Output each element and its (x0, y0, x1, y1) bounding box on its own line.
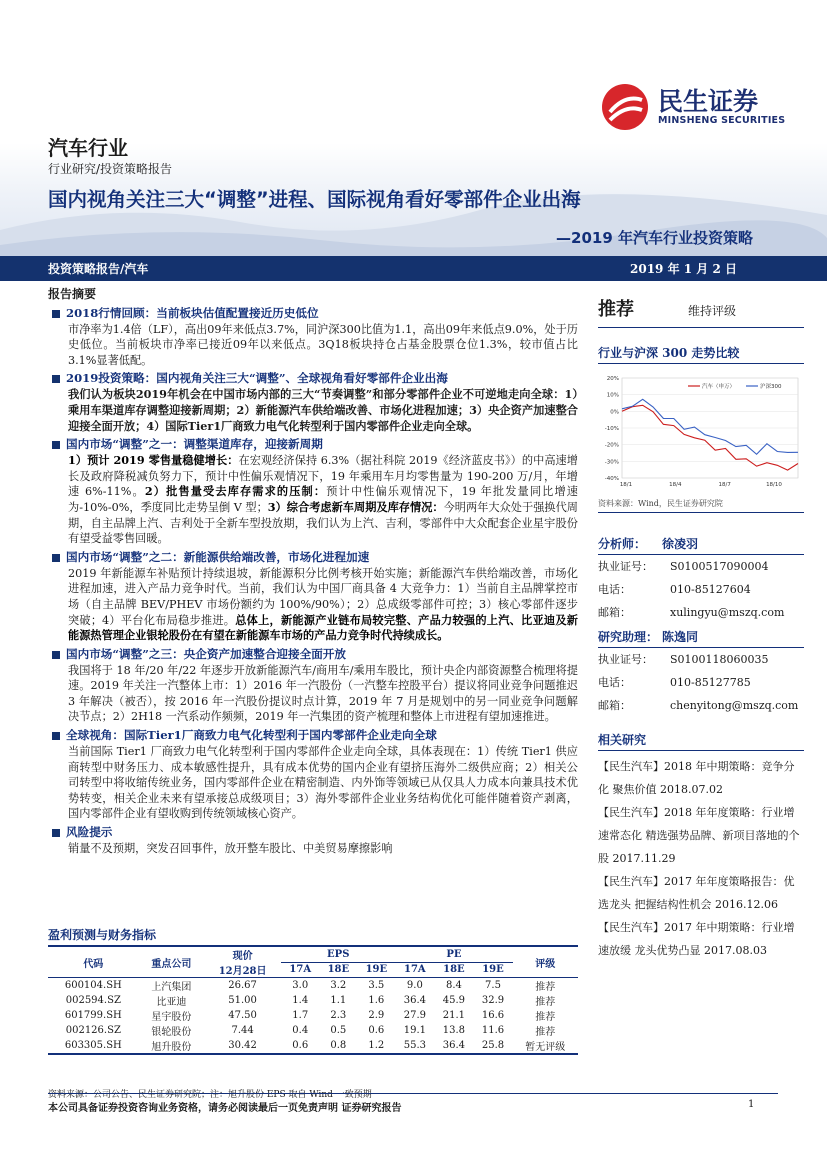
summary-heading: 报告摘要 (48, 287, 97, 301)
sidebar (598, 295, 804, 962)
table-row (48, 1023, 578, 1038)
table-cell: 601799.SH (64, 1010, 122, 1021)
table-cell: 1.4 (292, 995, 309, 1006)
table-cell: 19.1 (403, 1025, 426, 1036)
table-cell: 51.00 (228, 995, 257, 1006)
table-cell: 21.1 (442, 1010, 466, 1021)
table-cell: 32.9 (481, 995, 505, 1006)
page-subtitle: —2019 年汽车行业投资策略 (556, 229, 753, 247)
section-heading: 风险提示 (48, 824, 578, 841)
table-cell: 暂无评级 (525, 1042, 566, 1053)
table-cell: 7.5 (485, 980, 501, 991)
table-cell: 上汽集团 (151, 982, 192, 993)
table-cell: 1.2 (368, 1040, 385, 1051)
table-cell: 3.2 (330, 980, 347, 991)
table-cell: 银轮股份 (151, 1027, 192, 1038)
table-cell: 0.8 (330, 1040, 347, 1051)
bullet-square-icon (52, 554, 60, 562)
table-cell: 36.4 (442, 1040, 466, 1051)
assistant-mail: 邮箱： chenyitong@mszq.com (598, 699, 799, 712)
section-text: 我国将于 18 年/20 年/22 年逐步开放新能源汽车/商用车/乘用车股比，预计央企内部资源整合梳理将提速。2019 年关注一汽整体上市：1）2016 年一汽股份（一汽整车控股平台）提议将同业竞争问题推迟 3 年解决（被否），按 2016 年一汽股份提议时点计算，2019 年 7 月是规划中的另一同业竞争问题解决节点；2）2H18 一汽系动作频频，2019 年一汽集团的资产梳理和整体上市进程有望加速推进。 (68, 663, 578, 724)
section-heading: 2019投资策略：国内视角关注三大“调整”、全球视角看好零部件企业出海 (48, 370, 578, 387)
section-text: 2019 年新能源车补贴预计持续退坡，新能源积分比例考核开始实施；新能源汽车供给端改善，市场化进程加速，进入产品力竞争时代。当前，我们认为中国厂商具备 4 大竞争力：1）当前自主品牌掌控市场（自主品牌 BEV/PHEV 市场份额约为 100%/90%）；2）总成级零部件可控；3）核心零部件逐步突破；4）平台化布局稳步推进。总体上，新能源产业链布局较完整、产品力较强的上汽、比亚迪及新能源热管理企业银轮股份在有望在新能源车市场的产品力竞争时代持续成长。 (68, 566, 578, 643)
table-cell: 3.0 (292, 980, 309, 991)
bar-category: 投资策略报告/汽车 (48, 262, 149, 276)
y-tick-label: 20% (606, 376, 619, 382)
table-cell: 26.67 (228, 980, 257, 991)
bullet-square-icon (52, 310, 60, 318)
y-tick-label: 10% (606, 392, 619, 399)
section-text: 当前国际 Tier1 厂商致力电气化转型利于国内零部件企业走向全球，具体表现在：1）传统 Tier1 供应商转型中财务压力、成本敏感性提升，具有成本优势的国内企业有望挤压海外二级供应商；2）相关公司转型中将收缩传统业务，国内零部件企业在精密制造、内外饰等领域已从仅具人力成本向兼具技术优势转变，相关企业未来有望承接总成级项目；3）海外零部件企业业务结构优化可能伴随着资产剥离，国内零部件企业有望收购到传统领域核心资产。 (68, 745, 578, 821)
table-cell: 25.8 (481, 1040, 505, 1051)
table-cell: 1.6 (368, 995, 385, 1006)
table-cell: 7.44 (231, 1025, 254, 1036)
forecast-table (48, 947, 578, 1055)
table-cell: 0.6 (368, 1025, 385, 1036)
table-cell: 推荐 (535, 982, 556, 993)
table-cell: 55.3 (403, 1040, 426, 1051)
table-cell: 0.4 (292, 1025, 309, 1036)
table-row (48, 1038, 578, 1054)
x-tick-label: 18/1 (619, 482, 633, 488)
series-line-1 (622, 399, 798, 454)
rating-box (598, 295, 804, 328)
table-cell: 600104.SH (64, 980, 122, 991)
th-year: 17A (289, 964, 312, 976)
th-eps: EPS (281, 947, 395, 962)
related-item[interactable]: 【民生汽车】2017 年中期策略：行业增速放缓 龙头优势凸显 2017.08.03 (598, 921, 795, 957)
summary-column (48, 287, 578, 859)
table-cell: 11.6 (481, 1025, 505, 1036)
chart-source: 资料来源：Wind，民生证券研究院 (598, 498, 804, 513)
legend-label: 汽车（申万） (702, 384, 736, 390)
bar-date: 2019 年 1 月 2 日 (630, 262, 737, 276)
chart-title: 行业与沪深 300 走势比较 (598, 344, 804, 364)
table-row (48, 993, 578, 1008)
y-tick-label: -20% (604, 442, 619, 449)
th-year: 18E (327, 964, 350, 976)
brand-logo (600, 82, 800, 134)
brand-name-cn: 民生证券 (658, 87, 759, 116)
page-title: 国内视角关注三大“调整”进程、国际视角看好零部件企业出海 (48, 188, 581, 211)
table-cell: 推荐 (535, 1012, 556, 1023)
assistant-cert: 执业证号： S0100118060035 (598, 653, 769, 666)
analyst-mail: 邮箱： xulingyu@mszq.com (598, 606, 785, 619)
rating-label: 推荐 (598, 299, 634, 320)
table-cell: 推荐 (535, 997, 556, 1008)
y-tick-label: 0% (610, 409, 619, 416)
table-cell: 星宇股份 (151, 1012, 192, 1023)
th-company: 重点公司 (151, 958, 192, 970)
related-item[interactable]: 【民生汽车】2018 年中期策略：竞争分化 聚焦价值 2018.07.02 (598, 760, 795, 796)
th-pe: PE (395, 947, 512, 962)
table-cell: 30.42 (228, 1040, 257, 1051)
section-heading: 国内市场“调整”之三：央企资产加速整合迎接全面开放 (48, 646, 578, 663)
analyst-heading: 分析师： 徐凌羽 (598, 535, 804, 555)
price-chart (598, 370, 804, 498)
x-tick-label: 18/7 (718, 482, 731, 488)
section-text: 市净率为1.4倍（LF），高出09年来低点3.7%，同沪深300比值为1.1，高出09年来低点9.0%，处于历史低位。当前板块市净率已接近09年以来低点。3Q18板块持仓占基金股票仓位1.3%，较市值占比3.1%显著低配。 (68, 322, 578, 367)
section-heading: 2018行情回顾：当前板块估值配置接近历史低位 (48, 305, 578, 322)
table-cell: 2.9 (368, 1010, 385, 1021)
page-number: 1 (748, 1099, 755, 1110)
x-tick-label: 18/4 (669, 482, 682, 488)
report-type: 行业研究/投资策略报告 (48, 162, 173, 176)
table-cell: 比亚迪 (156, 997, 187, 1008)
table-cell: 13.8 (442, 1025, 466, 1036)
table-cell: 8.4 (445, 980, 462, 991)
analyst-tel: 电话： 010-85127604 (598, 583, 751, 596)
y-tick-label: -40% (604, 476, 619, 482)
rating-sub: 维持评级 (688, 304, 737, 318)
section-heading: 国内市场“调整”之一：调整渠道库存，迎接新周期 (48, 436, 578, 453)
related-item[interactable]: 【民生汽车】2018 年年度策略：行业增速常态化 精选强势品牌、新项目落地的个股 2017.11.29 (598, 806, 800, 865)
legend-label: 沪深300 (760, 384, 782, 390)
series-line-0 (622, 405, 798, 470)
table-cell: 1.1 (330, 995, 347, 1006)
industry-label: 汽车行业 (48, 136, 128, 160)
forecast-table-block (48, 926, 578, 1055)
th-price: 现价 (232, 951, 253, 962)
footer-rule (48, 1093, 778, 1094)
table-cell: 9.0 (406, 980, 423, 991)
related-list (598, 755, 804, 962)
table-cell: 旭升股份 (151, 1042, 192, 1053)
table-cell: 36.4 (403, 995, 426, 1006)
section-heading: 全球视角：国际Tier1厂商致力电气化转型利于国内零部件企业走向全球 (48, 727, 578, 744)
y-tick-label: -30% (604, 459, 619, 466)
table-cell: 47.50 (228, 1010, 257, 1021)
assistant-tel: 电话： 010-85127785 (598, 676, 751, 689)
table-cell: 2.3 (330, 1010, 347, 1021)
table-cell: 16.6 (481, 1010, 505, 1021)
bullet-square-icon (52, 732, 60, 740)
table-row (48, 978, 578, 994)
th-year: 19E (365, 964, 388, 976)
bullet-square-icon (52, 441, 60, 449)
section-text: 销量不及预期，突发召回事件，放开整车股比、中美贸易摩擦影响 (68, 842, 393, 856)
table-source: 资料来源：公司公告、民生证券研究院；注：旭升股份 EPS 取自 Wind 一致预期 (48, 1090, 372, 1100)
table-cell: 1.7 (292, 1010, 309, 1021)
th-year: 17A (404, 964, 426, 976)
th-year: 19E (482, 964, 504, 976)
section-text: 我们认为板块2019年机会在中国市场内部的三大“节奏调整”和部分零部件企业不可逆地走向全球：1）乘用车渠道库存调整迎接新周期；2）新能源汽车供给端改善、市场化进程加速；3）央企资产加速整合迎接全面开放；4）国际Tier1厂商致力电气化转型利于国内零部件企业走向全球。 (68, 387, 578, 433)
table-cell: 27.9 (403, 1010, 426, 1021)
table-cell: 3.5 (368, 980, 385, 991)
bullet-square-icon (52, 829, 60, 837)
related-item[interactable]: 【民生汽车】2017 年年度策略报告：优选龙头 把握结构性机会 2016.12.06 (598, 875, 795, 911)
table-row (48, 1008, 578, 1023)
table-heading: 盈利预测与财务指标 (48, 926, 578, 947)
section-text: 1）预计 2019 零售量稳健增长：在宏观经济保持 6.3%（据社科院 2019《经济蓝皮书》）的中高速增长及政府降税减负努力下，预计中性偏乐观情况下，19 年乘用车月均零售量为 190-200 万/月，年增速 6%-11%。2）批售量受去库存需求的压制：预计中性偏乐观情况下，19 年批发量同比增速为-10%-0%，季度同比走势呈倒 V 型；3）综合考虑新车周期及库存情况：今明两年大众处于强换代周期，自主品牌上汽、吉利处于全新车型投放期，我们认为上汽、吉利，零部件中大众配套企业星宇股份有望受益零售回暖。 (68, 453, 578, 546)
footer-disclaimer: 本公司具备证券投资咨询业务资格，请务必阅读最后一页免责声明 证券研究报告 (48, 1103, 402, 1114)
x-tick-label: 18/10 (766, 482, 782, 488)
assistant-heading: 研究助理： 陈逸同 (598, 628, 804, 648)
th-rating: 评级 (535, 958, 556, 970)
table-cell: 0.5 (330, 1025, 347, 1036)
section-heading: 国内市场“调整”之二：新能源供给端改善，市场化进程加速 (48, 549, 578, 566)
table-cell: 002126.SZ (65, 1025, 121, 1036)
th-year: 18E (443, 964, 465, 976)
th-date: 12月28日 (218, 966, 267, 977)
table-cell: 45.9 (442, 995, 466, 1006)
analyst-cert: 执业证号： S0100517090004 (598, 560, 769, 573)
table-cell: 002594.SZ (65, 995, 121, 1006)
logo-mark-icon (600, 82, 650, 132)
table-cell: 推荐 (535, 1027, 556, 1038)
related-heading: 相关研究 (598, 731, 804, 751)
y-tick-label: -10% (604, 426, 619, 432)
table-cell: 0.6 (292, 1040, 309, 1051)
bullet-square-icon (52, 651, 60, 659)
table-cell: 603305.SH (64, 1040, 122, 1051)
bullet-square-icon (52, 375, 60, 383)
th-code: 代码 (83, 958, 104, 970)
brand-name-en: MINSHENG SECURITIES (658, 115, 786, 126)
